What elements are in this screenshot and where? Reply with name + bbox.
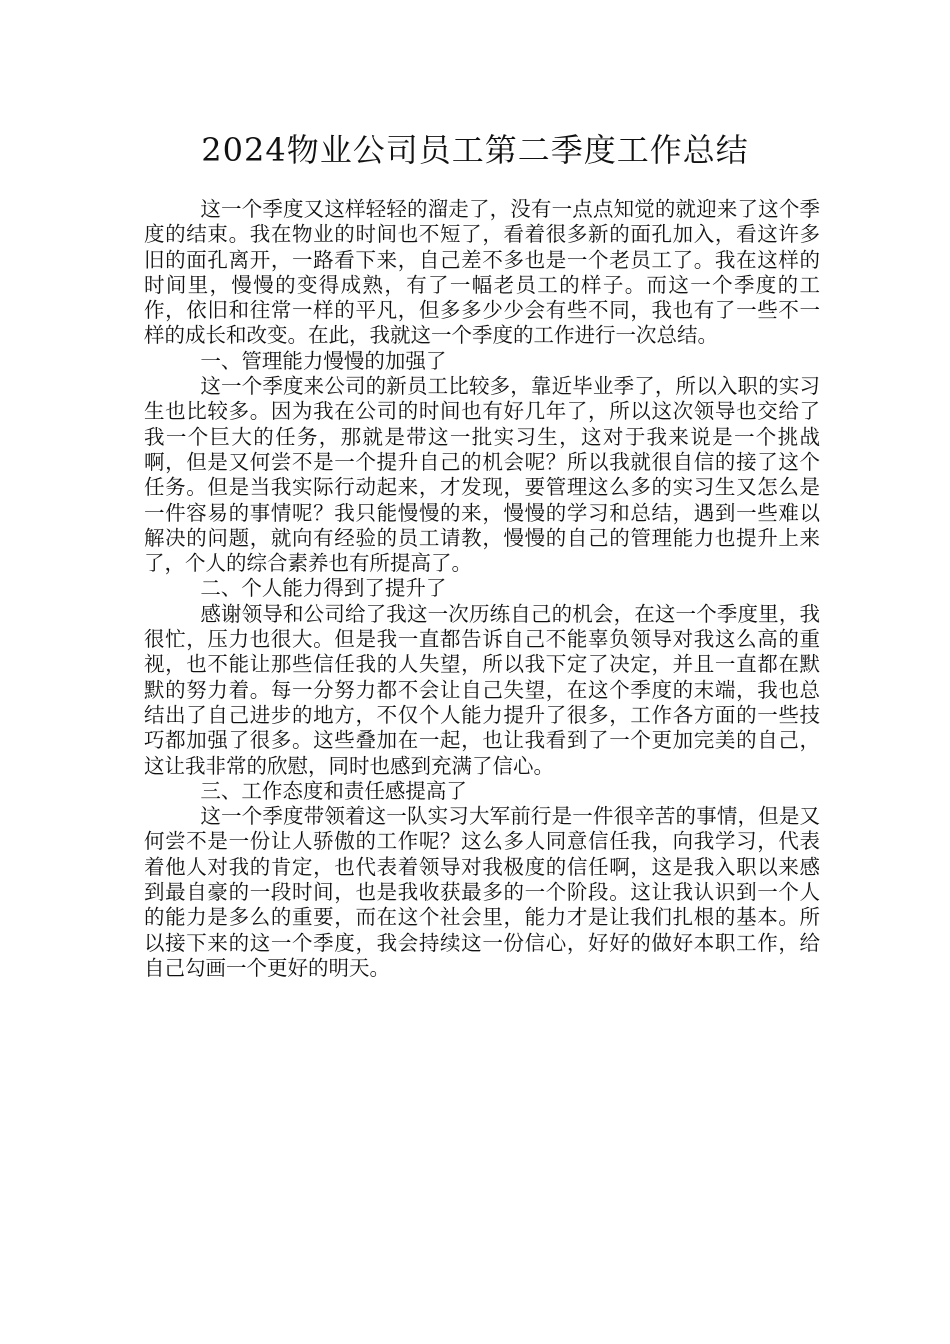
section-paragraph-management: 这一个季度来公司的新员工比较多，靠近毕业季了，所以入职的实习生也比较多。因为我在公司的时间也有好几年了，所以这次领导也交给了我一个巨大的任务，那就是带这一批实习生，这对于我来说是一个挑战啊，但是又何尝不是一个提升自己的机会呢？所以我就很自信的接了这个任务。但是当我实际行动起来，才发现，要管理这么多的实习生又怎么是一件容易的事情呢？我只能慢慢的来，慢慢的学习和总结，遇到一些难以解决的问题，就向有经验的员工请教，慢慢的自己的管理能力也提升上来了，个人的综合素养也有所提高了。 [144,374,820,576]
document-body [144,197,820,981]
section-heading-attitude: 三、工作态度和责任感提高了 [200,778,467,803]
document-title: 2024物业公司员工第二季度工作总结 [201,131,749,169]
intro-paragraph: 这一个季度又这样轻轻的溜走了，没有一点点知觉的就迎来了这个季度的结束。我在物业的时间也不短了，看着很多新的面孔加入，看这许多旧的面孔离开，一路看下来，自己差不多也是一个老员工了。我在这样的时间里，慢慢的变得成熟，有了一幅老员工的样子。而这一个季度的工作，依旧和往常一样的平凡，但多多少少会有些不同，我也有了一些不一样的成长和改变。在此，我就这一个季度的工作进行一次总结。 [144,197,820,348]
section-heading-personal-ability: 二、个人能力得到了提升了 [200,576,447,601]
section-paragraph-personal-ability: 感谢领导和公司给了我这一次历练自己的机会，在这一个季度里，我很忙，压力也很大。但是我一直都告诉自己不能辜负领导对我这么高的重视，也不能让那些信任我的人失望，所以我下定了决定，并且一直都在默默的努力着。每一分努力都不会让自己失望，在这个季度的末端，我也总结出了自己进步的地方，不仅个人能力提升了很多，工作各方面的一些技巧都加强了很多。这些叠加在一起，也让我看到了一个更加完美的自己，这让我非常的欣慰，同时也感到充满了信心。 [144,601,820,778]
section-paragraph-attitude: 这一个季度带领着这一队实习大军前行是一件很辛苦的事情，但是又何尝不是一份让人骄傲的工作呢？这么多人同意信任我，向我学习，代表着他人对我的肯定，也代表着领导对我极度的信任啊，这是我入职以来感到最自豪的一段时间，也是我收获最多的一个阶段。这让我认识到一个人的能力是多么的重要，而在这个社会里，能力才是让我们扎根的基本。所以接下来的这一个季度，我会持续这一份信心，好好的做好本职工作，给自己勾画一个更好的明天。 [144,804,820,980]
section-heading-management: 一、管理能力慢慢的加强了 [200,348,447,373]
